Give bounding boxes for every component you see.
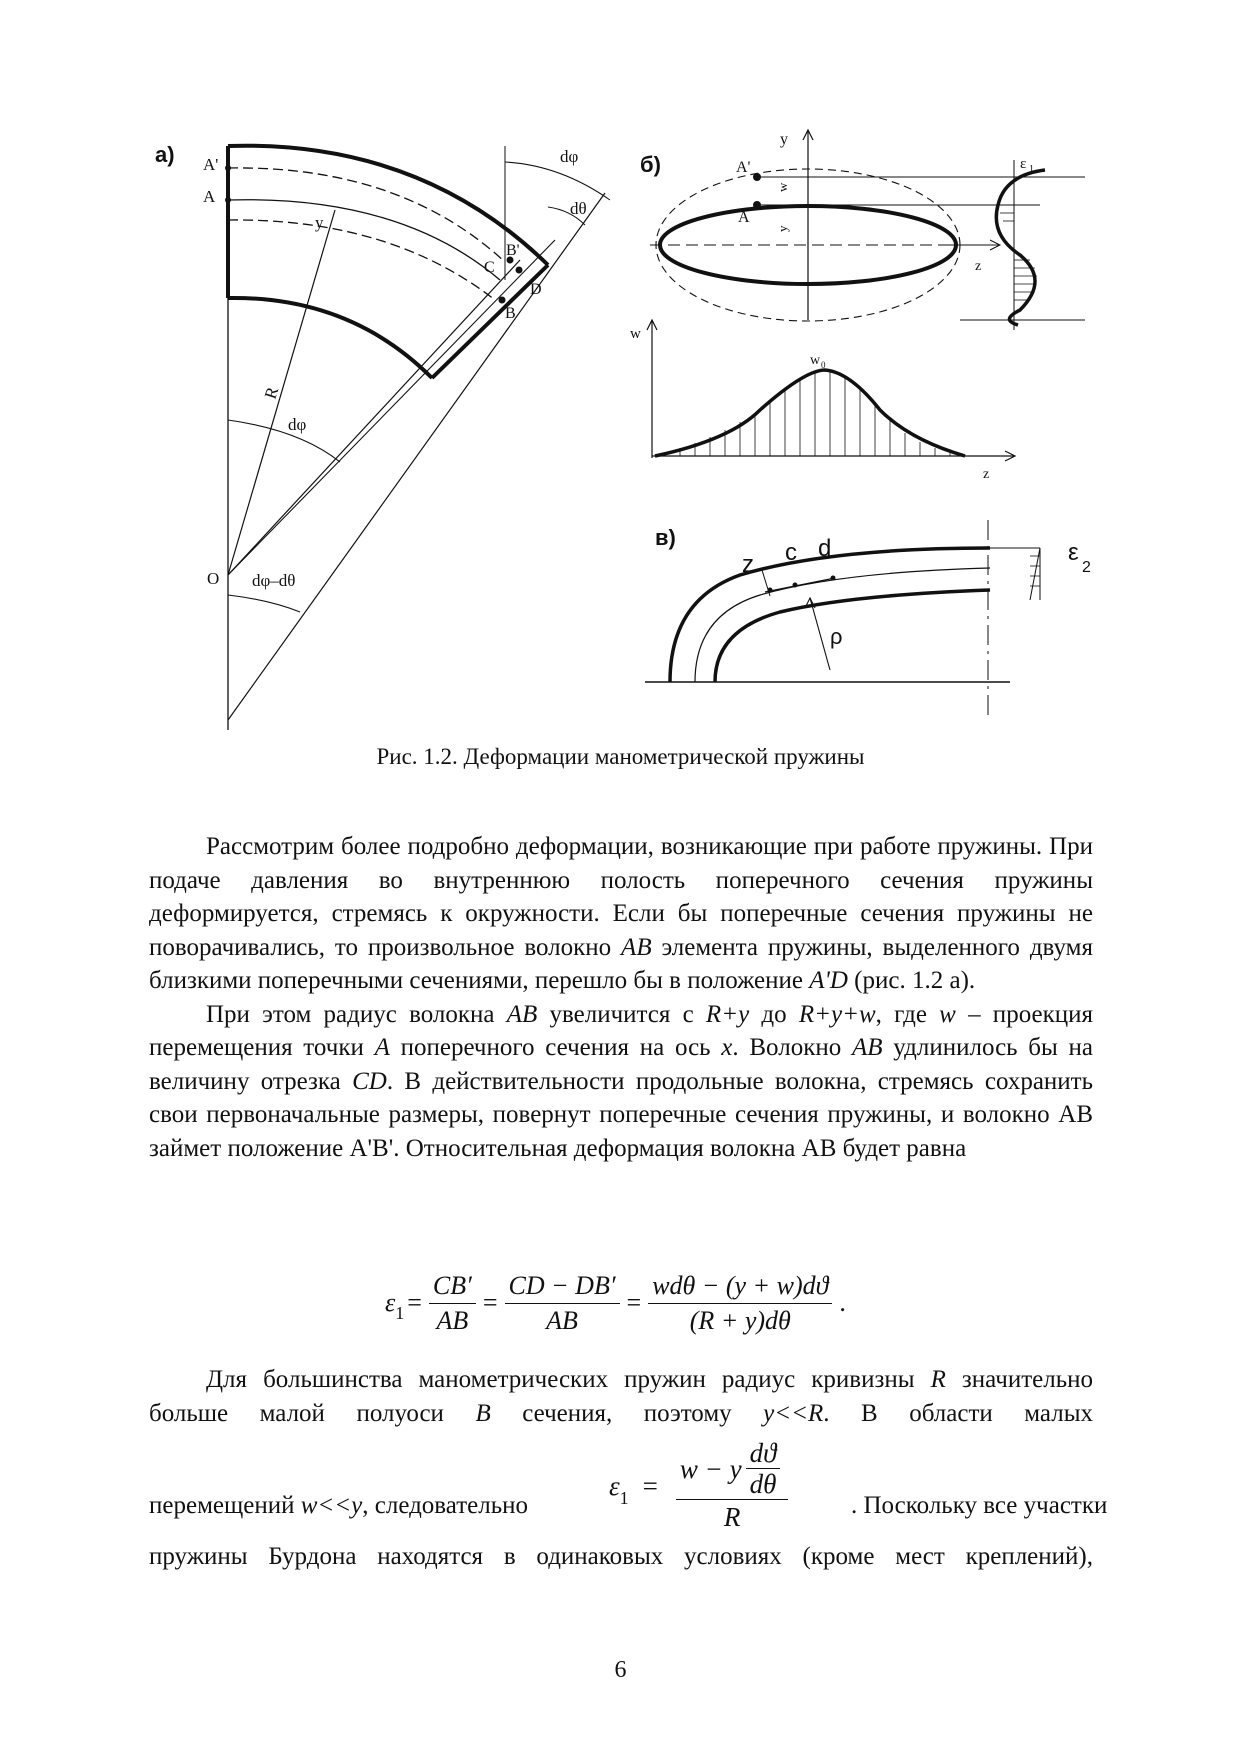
f1-eq1: = — [407, 1288, 422, 1317]
formula-epsilon1 — [385, 1268, 849, 1338]
label-c-c: c — [785, 539, 797, 566]
paragraph-2 — [149, 998, 1093, 1166]
il-wly: w<<y — [300, 1492, 363, 1519]
label-epsilon2-sub: 2 — [1082, 559, 1091, 576]
panel-c-label: в) — [655, 525, 676, 550]
il-frac — [676, 1440, 788, 1532]
label-y: y — [315, 213, 324, 232]
il-text-1: перемещений — [149, 1492, 301, 1519]
il-text-3: . Поскольку все участки — [851, 1492, 1108, 1519]
p3-text-2: значительно больше малой полуоси — [149, 1366, 1093, 1427]
p2-text-1: При этом радиус волокна — [206, 1000, 507, 1028]
paragraph-3 — [149, 1363, 1093, 1430]
p2-text-9: . В действительности продольные волокна, стремясь сохранить свои первоначальные размеры, повернут поперечные сечения пружины, и волокно AB займет положение A'B'. Относительная деформация волокна AB будет равна — [149, 1067, 1093, 1162]
label-d: D — [530, 281, 542, 298]
f1-lhs-sub: 1 — [395, 1302, 405, 1323]
label-w0: w — [810, 353, 821, 368]
label-b-a-prime: A' — [736, 159, 751, 176]
figure-1-2 — [0, 0, 1241, 730]
label-o: O — [207, 569, 220, 588]
p3-text-3: сечения, поэтому — [490, 1399, 764, 1427]
label-c-z: z — [742, 551, 754, 578]
p2-text-5: – проекция перемещения точки — [149, 1000, 1093, 1061]
panel-a — [155, 142, 610, 730]
il-text-2: , следовательно — [362, 1492, 529, 1519]
paragraph-1 — [149, 830, 1093, 998]
label-a-prime: A' — [203, 155, 219, 174]
body-text-block-1 — [149, 830, 1093, 1165]
panel-b-label: б) — [640, 152, 661, 177]
label-w-axis: w — [630, 326, 641, 342]
p2-w: w — [939, 1000, 956, 1028]
il-inner-den: dθ — [749, 1469, 777, 1499]
label-b-a: A — [738, 209, 750, 226]
label-b: B — [505, 305, 516, 322]
p1-text-2: элемента пружины, выделенного двумя близкими поперечными сечениями, перешло бы в положение — [149, 933, 1093, 994]
inline-left — [149, 1492, 528, 1520]
label-a: A — [203, 187, 216, 206]
f1-frac1-den: AB — [436, 1305, 469, 1335]
p2-text-6: поперечного сечения на ось — [389, 1034, 722, 1061]
label-y-axis: y — [780, 131, 788, 148]
il-lhs: ε — [609, 1470, 620, 1501]
p3-ylr: y<<R — [763, 1399, 824, 1427]
il-num-a: w − y — [679, 1453, 742, 1484]
f1-frac1-num: CB′ — [429, 1271, 476, 1304]
body-text-block-2 — [149, 1363, 1093, 1430]
p1-ad: A'D — [809, 967, 848, 994]
p2-ry: R+y — [705, 1000, 750, 1028]
p1-ab: AB — [621, 933, 652, 961]
il-frac-den: R — [723, 1502, 741, 1532]
p2-x: x — [721, 1034, 733, 1061]
p3-text-4: . В области малых — [823, 1399, 1094, 1427]
p2-text-4: , где — [875, 1000, 940, 1028]
f1-frac3-den: (R + y)dθ — [689, 1305, 791, 1335]
il-eq: = — [642, 1470, 658, 1501]
label-epsilon1: ε — [1020, 156, 1027, 172]
page-number: 6 — [614, 1657, 627, 1683]
f1-frac1 — [429, 1271, 476, 1336]
label-c-d: d — [818, 535, 832, 562]
il-inner-num: dϑ — [746, 1440, 781, 1469]
label-dphi-top: dφ — [560, 147, 579, 166]
figure-caption: Рис. 1.2. Деформации манометрической пружины — [376, 744, 865, 769]
label-z-axis: z — [975, 259, 982, 274]
p2-ab2: AB — [851, 1034, 883, 1061]
p2-ab1: AB — [506, 1000, 538, 1028]
body-text-block-3 — [149, 1540, 1093, 1574]
label-r: R — [260, 384, 283, 402]
p3-b: B — [475, 1399, 491, 1427]
il-inner-frac — [746, 1440, 781, 1497]
il-frac-num — [676, 1440, 788, 1500]
f1-eq3: = — [626, 1288, 642, 1317]
label-epsilon1-sub: 1 — [1029, 164, 1034, 175]
p3-text-1: Для большинства манометрических пружин радиус кривизны — [206, 1366, 931, 1393]
label-rho: ρ — [830, 624, 843, 649]
inline-right — [851, 1492, 1107, 1520]
f1-end: . — [839, 1288, 846, 1317]
panel-c — [645, 520, 1091, 715]
p2-cd: CD — [352, 1067, 387, 1095]
inline-formula-line — [149, 1430, 1108, 1540]
label-z-axis2: z — [983, 467, 990, 482]
il-lhs-sub: 1 — [619, 1487, 629, 1508]
p2-text-8: удлинилось бы на величину отрезка — [149, 1034, 1094, 1095]
f1-eq2: = — [482, 1288, 498, 1317]
label-dphi-minus-dtheta: dφ–dθ — [252, 571, 296, 590]
label-dphi-mid: dφ — [288, 415, 307, 434]
f1-frac3-num: wdθ − (y + w)dϑ — [648, 1271, 832, 1304]
f1-frac3 — [648, 1271, 832, 1336]
paragraph-4: пружины Бурдона находятся в одинаковых условиях (кроме мест креплений), — [149, 1543, 1093, 1570]
label-w0-sub: 0 — [821, 360, 826, 370]
label-epsilon2: ε — [1068, 539, 1079, 566]
p3-r: R — [930, 1366, 946, 1393]
p1-text-1: Рассмотрим более подробно деформации, возникающие при работе пружины. При подаче давления во внутреннюю полость поперечного сечения пружины деформируется, стремясь к окружности. Если бы поперечные сечения пружины не поворачивались, то произвольное волокно — [149, 833, 1093, 961]
p2-text-7: . Волокно — [732, 1034, 852, 1061]
f1-lhs: ε — [385, 1288, 396, 1317]
label-dtheta: dθ — [570, 199, 587, 218]
panel-b — [630, 130, 1085, 482]
label-c: C — [484, 259, 495, 276]
p1-text-3: (рис. 1.2 а). — [847, 967, 976, 994]
f1-frac2-num: CD − DB′ — [505, 1271, 620, 1304]
inline-formula — [609, 1440, 792, 1532]
label-w-small: w — [775, 182, 790, 192]
p2-text-3: до — [749, 1000, 799, 1028]
f1-frac2 — [505, 1271, 620, 1336]
p2-ryw: R+y+w — [798, 1000, 876, 1028]
p2-text-2: увеличится с — [537, 1000, 706, 1028]
p2-a: A — [374, 1034, 390, 1061]
f1-frac2-den: AB — [546, 1305, 578, 1335]
label-y-small: y — [775, 225, 790, 232]
label-b-prime: B' — [506, 242, 520, 259]
panel-a-label: а) — [155, 142, 175, 167]
